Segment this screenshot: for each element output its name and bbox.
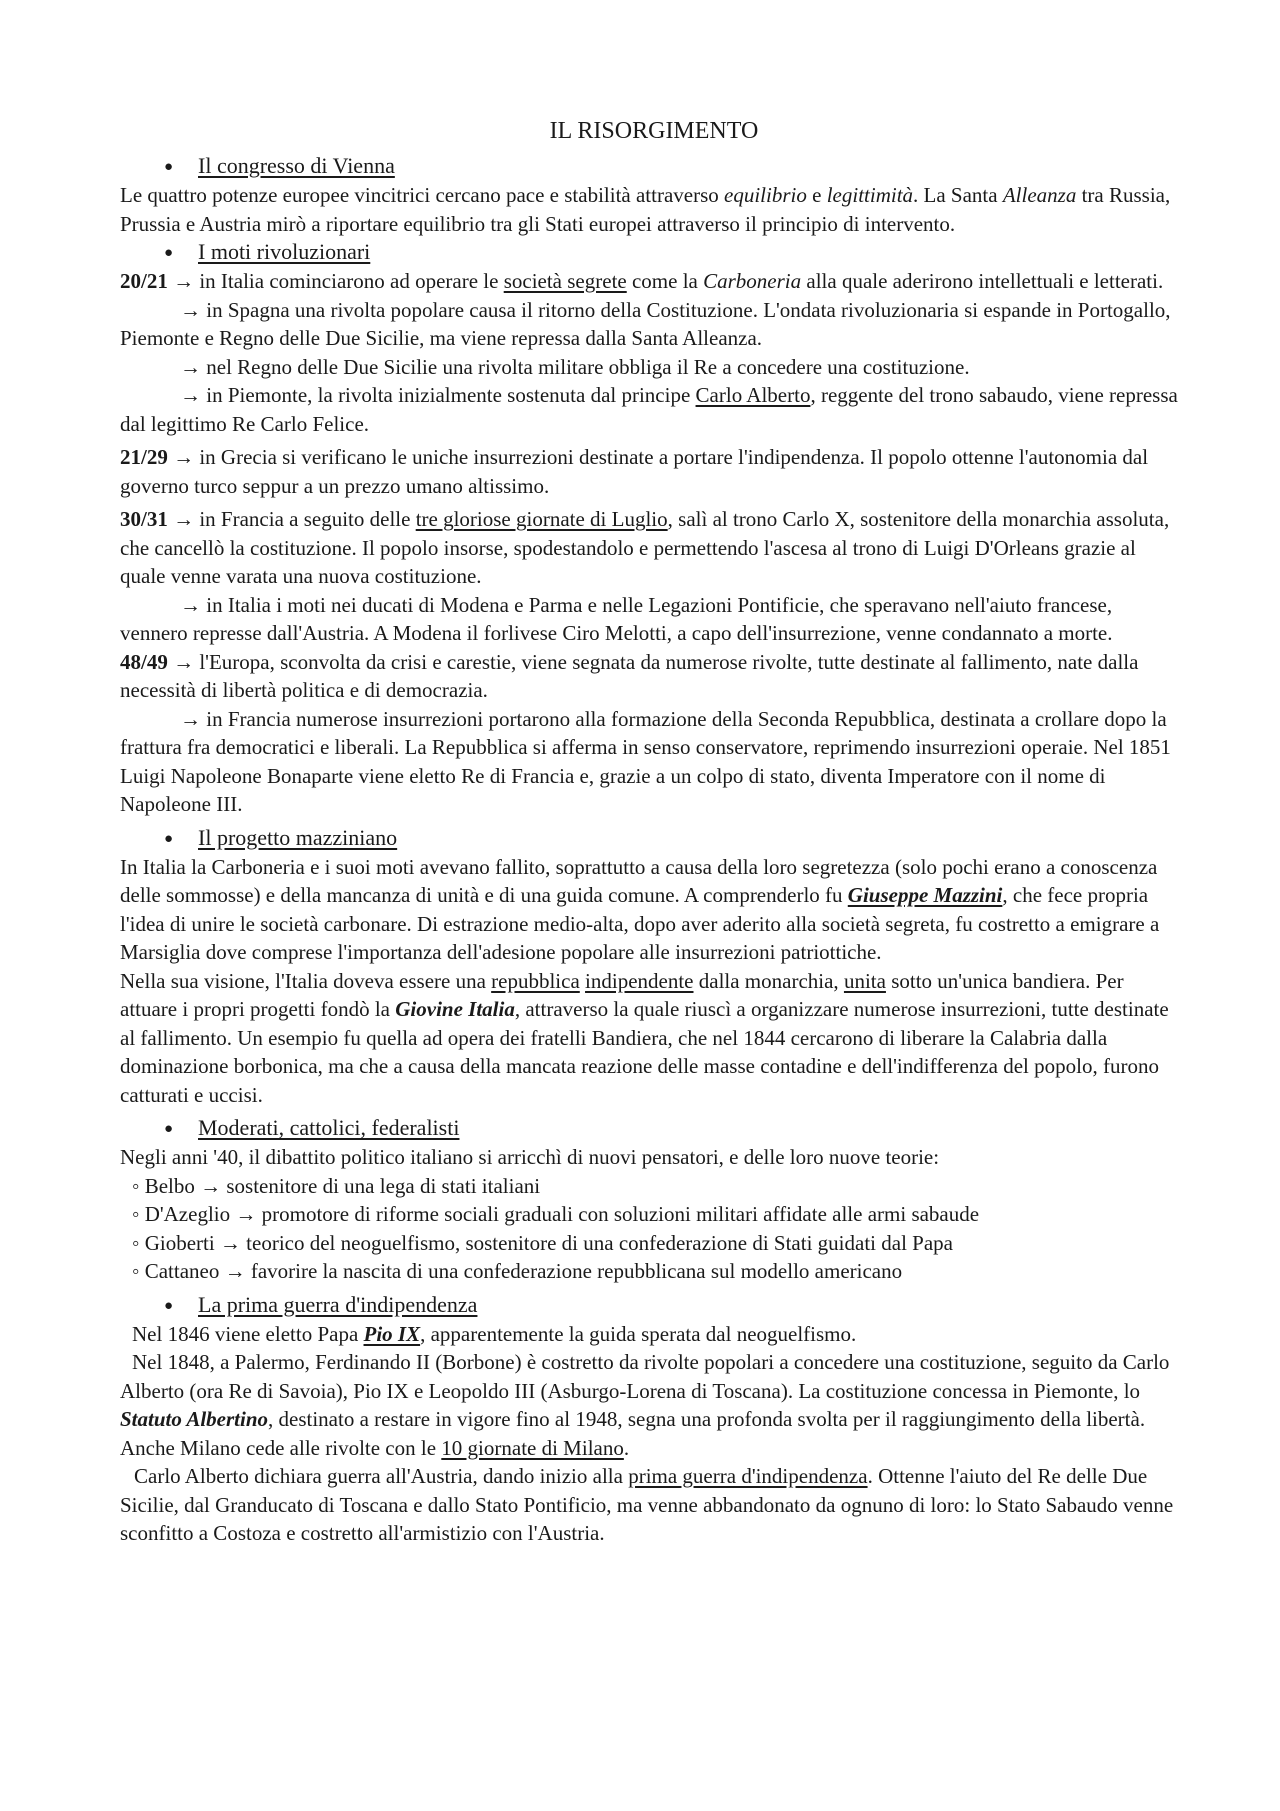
list-item-cattaneo: ◦ Cattaneo → favorire la nascita di una confederazione repubblicana sul modello americano [132, 1259, 903, 1283]
event-21-29: 21/29 → in Grecia si verificano le uniche insurrezioni destinate a portare l'indipendenza. Il popolo ottenne l'autonomia dal governo turco seppur a un prezzo umano altissimo. [120, 445, 1149, 498]
list-item-dazeglio: ◦ D'Azeglio → promotore di riforme sociali graduali con soluzioni militari affidate alle armi sabaude [132, 1202, 980, 1226]
bullet-icon: ● [164, 1297, 174, 1314]
section-heading-mazzini: ● Il progetto mazziniano [120, 824, 1180, 853]
section-heading-moderati: ● Moderati, cattolici, federalisti [120, 1114, 1180, 1143]
paragraph-moderati-intro: Negli anni '40, il dibattito politico italiano si arricchì di nuovi pensatori, e delle loro nuove teorie: [120, 1145, 940, 1169]
bullet-icon: ● [164, 159, 174, 175]
section-heading-guerra: ● La prima guerra d'indipendenza [120, 1291, 1180, 1320]
list-item-belbo: ◦ Belbo → sostenitore di una lega di stati italiani [132, 1173, 541, 1198]
event-date: 20/21 [120, 269, 168, 293]
event-30-31-italia: → in Italia i moti nei ducati di Modena e Parma e nelle Legazioni Pontificie, che speravano nell'aiuto francese, vennero represse dall'Austria. A Modena il forlivese Ciro Melotti, a capo dell'insurrezione, venne condannato a morte. [120, 592, 1113, 645]
section-heading-moti: ● I moti rivoluzionari [120, 238, 1180, 267]
paragraph-prima-guerra: Carlo Alberto dichiara guerra all'Austria, dando inizio alla prima guerra d'indipendenza. Ottenne l'aiuto del Re delle Due Sicilie, dal Granducato di Toscana e dallo Stato Pontificio, ma venne abbandonato da ognuno di loro: lo Stato Sabaudo venne sconfitto a Costoza e costretto all'armistizio con l'Austria. [120, 1464, 1174, 1545]
event-20-21-due-sicilie: → nel Regno delle Due Sicilie una rivolta militare obbliga il Re a concedere una costituzione. [180, 354, 970, 379]
event-date: 48/49 [120, 649, 168, 674]
page-title: IL RISORGIMENTO [549, 118, 759, 144]
event-48-49: 48/49 → l'Europa, sconvolta da crisi e carestie, viene segnata da numerose rivolte, tutte destinate al fallimento, nate dalla necessità di libertà politica e di democrazia. [120, 649, 1139, 702]
event-20-21-piemonte: → in Piemonte, la rivolta inizialmente sostenuta dal principe Carlo Alberto, reggente del trono sabaudo, viene repressa dal legittimo Re Carlo Felice. [120, 383, 1178, 436]
list-item-gioberti: ◦ Gioberti → teorico del neoguelfismo, sostenitore di una confederazione di Stati guidati dal Papa [132, 1230, 953, 1255]
paragraph-congresso: Le quattro potenze europee vincitrici cercano pace e stabilità attraverso equilibrio e legittimità. La Santa Alleanza tra Russia, Prussia e Austria mirò a riportare equilibrio tra gli Stati europei attraverso il principio di intervento. [120, 183, 1171, 236]
event-20-21-spagna: → in Spagna una rivolta popolare causa il ritorno della Costituzione. L'ondata rivoluzionaria si espande in Portogallo, Piemonte e Regno delle Due Sicilie, ma viene repressa dalla Santa Alleanza. [120, 297, 1171, 350]
paragraph-mazzini-1: In Italia la Carboneria e i suoi moti avevano fallito, soprattutto a causa della loro segretezza (solo pochi erano a conoscenza delle sommosse) e della mancanza di unità e di una guida comune. A comprenderlo fu Giuseppe Mazzini, che fece propria l'idea di unire le società carbonare. Di estrazione medio-alta, dopo aver aderito alla società segreta, fu costretto a emigrare a Marsiglia dove comprese l'importanza dell'adesione popolare alle insurrezioni patriottiche. [120, 854, 1160, 964]
paragraph-mazzini-2: Nella sua visione, l'Italia doveva essere una repubblica indipendente dalla monarchia, unita sotto un'unica bandiera. Per attuare i propri progetti fondò la Giovine Italia, attraverso la quale riuscì a organizzare numerose insurrezioni, tutte destinate al fallimento. Un esempio fu quella ad opera dei fratelli Bandiera, che nel 1844 cercarono di liberare la Calabria dalla dominazione borbonica, ma che a causa della mancata reazione delle masse contadine e dell'indifferenza del popolo, furono catturati e uccisi. [120, 968, 1169, 1107]
event-date: 30/31 [120, 507, 168, 531]
event-date: 21/29 [120, 445, 168, 469]
event-30-31: 30/31 → in Francia a seguito delle tre gloriose giornate di Luglio, salì al trono Carlo X, sostenitore della monarchia assoluta, che cancellò la costituzione. Il popolo insorse, spodestandolo e permettendo l'ascesa al trono di Luigi D'Orleans grazie al quale venne varata una nuova costituzione. [120, 507, 1170, 588]
bullet-icon: ● [164, 1121, 174, 1137]
event-48-49-francia: → in Francia numerose insurrezioni portarono alla formazione della Seconda Repubblica, destinata a crollare dopo la frattura fra democratici e liberali. La Repubblica si afferma in senso conservatore, reprimendo insurrezioni operaie. Nel 1851 Luigi Napoleone Bonaparte viene eletto Re di Francia e, grazie a un colpo di stato, diventa Imperatore con il nome di Napoleone III. [120, 706, 1171, 816]
section-heading-congresso: ● Il congresso di Vienna [120, 152, 1180, 181]
bullet-icon: ● [164, 830, 174, 847]
bullet-icon: ● [164, 245, 174, 261]
paragraph-costituzioni: Nel 1848, a Palermo, Ferdinando II (Borbone) è costretto da rivolte popolari a concedere una costituzione, seguito da Carlo Alberto (ora Re di Savoia), Pio IX e Leopoldo III (Asburgo-Lorena di Toscana). La costituzione concessa in Piemonte, lo Statuto Albertino, destinato a restare in vigore fino al 1948, segna una profonda svolta per il raggiungimento della libertà. Anche Milano cede alle rivolte con le 10 giornate di Milano. [120, 1350, 1170, 1460]
event-20-21: 20/21 → in Italia cominciarono ad operare le società segrete come la Carboneria alla quale aderirono intellettuali e letterati. [120, 269, 1164, 293]
paragraph-pio-ix: Nel 1846 viene eletto Papa Pio IX, apparentemente la guida sperata dal neoguelfismo. [132, 1321, 857, 1346]
